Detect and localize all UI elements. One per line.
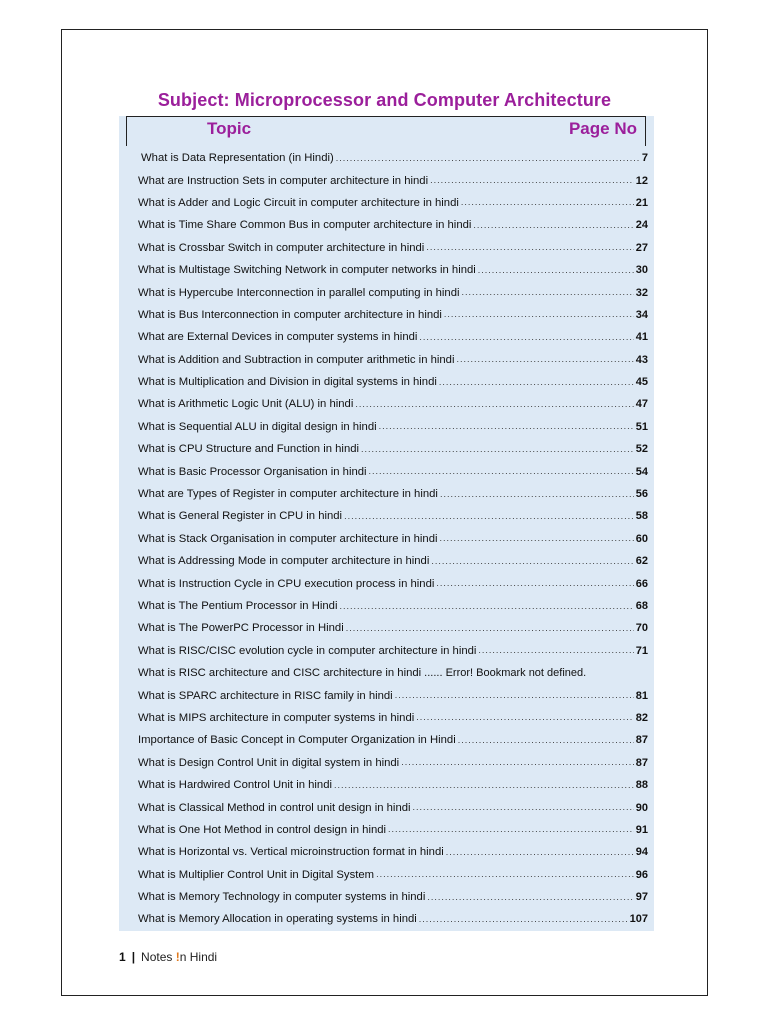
toc-entry-page: 21	[635, 196, 648, 209]
dot-leader	[388, 825, 634, 834]
toc-entry-title: What is Multiplier Control Unit in Digital System	[138, 868, 375, 881]
toc-header	[126, 116, 646, 146]
dot-leader	[416, 713, 634, 722]
dot-leader	[440, 490, 634, 499]
toc-entry-page: 71	[635, 644, 648, 657]
toc-entry-page: 32	[635, 286, 648, 299]
toc-entry-page: 27	[635, 241, 648, 254]
dot-leader	[478, 266, 634, 275]
toc-entry-page: 107	[629, 913, 648, 926]
dot-leader	[444, 310, 634, 319]
toc-entry-page: 91	[635, 823, 648, 836]
dot-leader	[346, 624, 634, 633]
toc-entry-title: What is Memory Technology in computer systems in hindi	[138, 891, 426, 904]
toc-entry-page: 66	[635, 577, 648, 590]
page-number: 1	[119, 950, 126, 964]
dot-leader	[376, 870, 634, 879]
toc-entry-title: What is Classical Method in control unit design in hindi	[138, 801, 411, 814]
toc-entry-title: What is Multistage Switching Network in computer networks in hindi	[138, 264, 476, 277]
dot-leader	[478, 646, 633, 655]
toc-entry-title: What is General Register in CPU in hindi	[138, 510, 343, 523]
dot-leader	[427, 893, 633, 902]
toc-entry-page: 51	[635, 420, 648, 433]
toc-entry-title: What is Adder and Logic Circuit in computer architecture in hindi	[138, 196, 459, 209]
footer-separator: |	[131, 950, 136, 964]
toc-entry[interactable]	[138, 886, 648, 908]
toc-entry[interactable]	[138, 214, 648, 236]
page-no-heading: Page No	[568, 119, 637, 138]
toc-entry-page: 60	[635, 532, 648, 545]
dot-leader	[473, 221, 633, 230]
dot-leader	[440, 534, 634, 543]
toc-entry-title: What is CPU Structure and Function in hindi	[138, 443, 360, 456]
dot-leader	[413, 803, 634, 812]
toc-entry[interactable]	[138, 438, 648, 460]
toc-entry[interactable]	[138, 281, 648, 303]
toc-entry-title: What is Time Share Common Bus in computer architecture in hindi	[138, 219, 472, 232]
toc-entry-title: What is MIPS architecture in computer systems in hindi	[138, 711, 415, 724]
toc-entry[interactable]	[138, 774, 648, 796]
toc-entry-title: What is Crossbar Switch in computer architecture in hindi	[138, 241, 425, 254]
toc-entry-page: 30	[635, 264, 648, 277]
toc-entry-title: What is Memory Allocation in operating systems in hindi	[138, 913, 417, 926]
dot-leader	[446, 848, 634, 857]
toc-entry-title: What is One Hot Method in control design in hindi	[138, 823, 387, 836]
toc-entry-page: 56	[635, 488, 648, 501]
toc-entry-title: What is Arithmetic Logic Unit (ALU) in hindi	[138, 398, 354, 411]
toc-entry-page: 97	[635, 891, 648, 904]
toc-entry-title: What is RISC architecture and CISC architecture in hindi	[138, 667, 422, 680]
dot-leader	[462, 288, 634, 297]
toc-entry-title: What is Addition and Subtraction in computer arithmetic in hindi	[138, 353, 455, 366]
toc-entry-title: What is The PowerPC Processor in Hindi	[138, 622, 344, 635]
toc-entry[interactable]	[138, 595, 648, 617]
toc-entry-page: 87	[635, 734, 648, 747]
toc-entry[interactable]	[138, 796, 648, 818]
dot-leader	[395, 691, 634, 700]
document-page	[61, 29, 708, 996]
toc-entry[interactable]	[138, 505, 648, 527]
toc-entry-page: 68	[635, 600, 648, 612]
toc-entry-page: 45	[635, 376, 648, 389]
dot-leader	[379, 422, 634, 431]
toc-entry[interactable]	[138, 662, 648, 684]
dot-leader	[419, 915, 628, 924]
toc-entry-page: 12	[635, 174, 648, 187]
toc-entry-page: 70	[635, 622, 648, 635]
dot-leader	[436, 579, 633, 588]
dot-leader	[339, 602, 633, 611]
toc-entry-title: What is Basic Processor Organisation in hindi	[138, 465, 367, 478]
toc-entry[interactable]	[138, 572, 648, 594]
toc-entry[interactable]	[138, 617, 648, 639]
dot-leader	[334, 781, 634, 790]
toc-entry-title: What are Instruction Sets in computer architecture in hindi	[138, 174, 429, 187]
toc-entry[interactable]	[138, 684, 648, 706]
toc-entry-title: What is The Pentium Processor in Hindi	[138, 600, 338, 612]
table-of-contents	[119, 116, 654, 931]
dot-leader	[431, 557, 633, 566]
toc-entry-title: What is Sequential ALU in digital design in hindi	[138, 420, 377, 433]
toc-entry-page: 58	[635, 510, 648, 523]
toc-entry[interactable]	[138, 371, 648, 393]
dot-leader	[419, 333, 633, 342]
toc-entry[interactable]	[138, 908, 648, 930]
toc-entry-page: 82	[635, 711, 648, 724]
toc-entry-title: What is Stack Organisation in computer architecture in hindi	[138, 532, 438, 545]
toc-entry[interactable]	[138, 729, 648, 751]
toc-entry-page: 41	[635, 331, 648, 344]
brand-logo	[141, 950, 217, 964]
toc-entry[interactable]	[138, 550, 648, 572]
toc-entry[interactable]	[138, 326, 648, 348]
toc-entry-page: 94	[635, 846, 648, 859]
toc-entry[interactable]	[138, 640, 648, 662]
toc-entry-title: What are Types of Register in computer architecture in hindi	[138, 488, 438, 501]
toc-entry-page: 43	[635, 353, 648, 366]
brand-text-post: n Hindi	[179, 950, 218, 964]
toc-entry[interactable]	[138, 819, 648, 841]
dot-leader	[430, 176, 634, 185]
toc-entry-page: 34	[635, 308, 648, 321]
toc-entry[interactable]	[138, 192, 648, 214]
toc-entry[interactable]	[138, 169, 648, 191]
toc-entry-title: What is Addressing Mode in computer architecture in hindi	[138, 555, 430, 568]
brand-text-pre: Notes	[141, 950, 176, 964]
toc-entry-title: What is RISC/CISC evolution cycle in computer architecture in hindi	[138, 644, 477, 657]
dot-leader	[336, 154, 640, 163]
toc-entry-title: What are External Devices in computer systems in hindi	[138, 331, 418, 344]
toc-entry[interactable]	[138, 460, 648, 482]
dot-leader	[344, 512, 634, 521]
toc-entry[interactable]	[138, 259, 648, 281]
dot-leader	[458, 736, 634, 745]
toc-entry[interactable]	[138, 416, 648, 438]
toc-entry[interactable]	[138, 707, 648, 729]
toc-entry[interactable]	[138, 752, 648, 774]
toc-entry-title: What is Data Representation (in Hindi)	[141, 152, 334, 165]
toc-entry-page: 47	[635, 398, 648, 411]
toc-entry[interactable]	[138, 841, 648, 863]
toc-entry-title: What is Hardwired Control Unit in hindi	[138, 779, 333, 792]
toc-entry-title: What is Multiplication and Division in digital systems in hindi	[138, 376, 437, 389]
topic-heading: Topic	[207, 119, 252, 138]
toc-entry[interactable]	[138, 864, 648, 886]
toc-entry-page: 7	[641, 152, 648, 165]
dot-leader	[439, 378, 634, 387]
toc-entry-error: ...... Error! Bookmark not defined.	[424, 667, 587, 680]
page-footer	[119, 950, 217, 964]
dot-leader	[401, 758, 634, 767]
toc-entries	[138, 147, 648, 931]
toc-entry[interactable]	[138, 483, 648, 505]
toc-entry-page: 24	[635, 219, 648, 232]
toc-entry-page: 87	[635, 756, 648, 769]
toc-entry[interactable]	[138, 147, 648, 169]
toc-entry[interactable]	[138, 349, 648, 371]
toc-entry[interactable]	[138, 237, 648, 259]
toc-entry-title: What is Design Control Unit in digital system in hindi	[138, 756, 400, 769]
toc-entry-title: What is Hypercube Interconnection in parallel computing in hindi	[138, 286, 460, 299]
toc-entry-page: 96	[635, 868, 648, 881]
toc-entry-title: What is Bus Interconnection in computer architecture in hindi	[138, 308, 442, 321]
toc-entry-page: 62	[635, 555, 648, 568]
toc-entry-page: 88	[635, 779, 648, 792]
toc-entry-page: 54	[635, 465, 648, 478]
brand-mark: !	[175, 950, 180, 964]
toc-entry-title: What is Horizontal vs. Vertical microinstruction format in hindi	[138, 846, 444, 859]
dot-leader	[361, 445, 634, 454]
dot-leader	[369, 467, 634, 476]
dot-leader	[461, 198, 634, 207]
toc-entry[interactable]	[138, 528, 648, 550]
toc-entry-page: 90	[635, 801, 648, 814]
toc-entry-title: What is Instruction Cycle in CPU execution process in hindi	[138, 577, 435, 590]
dot-leader	[355, 400, 633, 409]
toc-entry-title: Importance of Basic Concept in Computer Organization in Hindi	[138, 734, 456, 747]
dot-leader	[456, 355, 633, 364]
toc-entry-page: 52	[635, 443, 648, 456]
toc-entry[interactable]	[138, 393, 648, 415]
dot-leader	[426, 243, 633, 252]
toc-entry-title: What is SPARC architecture in RISC family in hindi	[138, 689, 393, 702]
toc-entry[interactable]	[138, 304, 648, 326]
toc-entry-page: 81	[635, 689, 648, 702]
subject-title: Subject: Microprocessor and Computer Architecture	[157, 90, 612, 110]
